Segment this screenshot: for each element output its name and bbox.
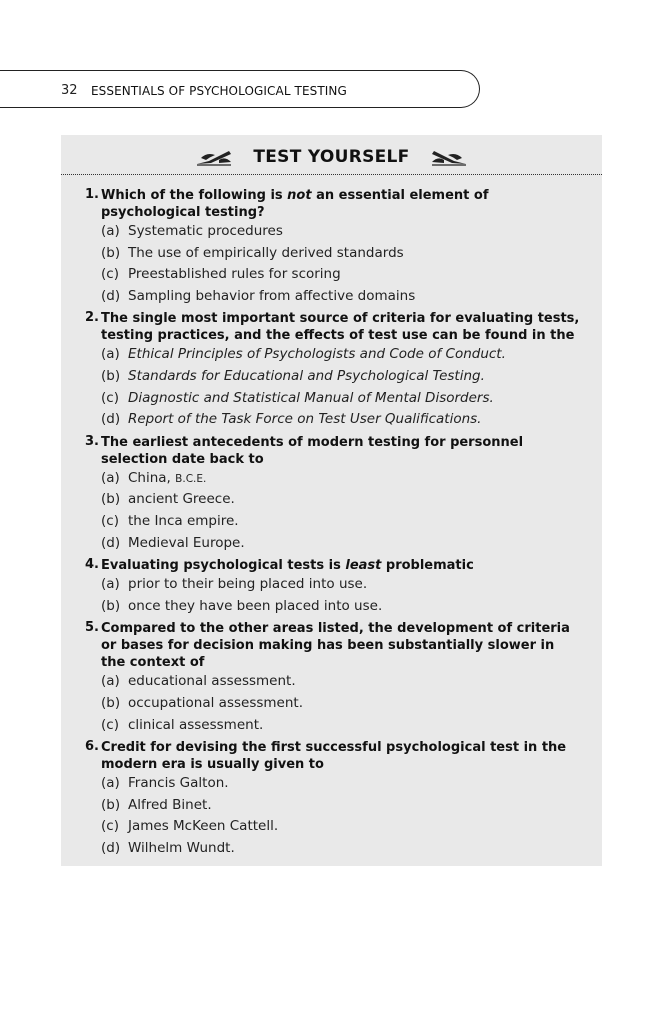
answer-option: (a) Francis Galton. bbox=[101, 775, 229, 792]
page-number: 32 bbox=[61, 83, 78, 98]
question-number: 6. bbox=[85, 739, 99, 755]
pen-writing-icon bbox=[430, 148, 468, 166]
answer-option: (b) once they have been placed into use. bbox=[101, 597, 383, 614]
question-1 bbox=[61, 187, 602, 307]
answer-option: (a) prior to their being placed into use. bbox=[101, 576, 368, 593]
question-text: The earliest antecedents of modern testing for personnel selection date back to bbox=[101, 434, 524, 467]
answer-option: (b) The use of empirically derived standards bbox=[101, 244, 404, 261]
answer-option: (a) educational assessment. bbox=[101, 673, 296, 690]
answer-option: (d) Sampling behavior from affective domains bbox=[101, 287, 416, 304]
pen-writing-icon bbox=[195, 148, 233, 166]
question-text: Evaluating psychological tests is least problematic bbox=[101, 558, 474, 574]
question-2 bbox=[61, 310, 602, 430]
question-number: 1. bbox=[85, 187, 99, 202]
answer-option: (a) Systematic procedures bbox=[101, 223, 283, 239]
question-number: 2. bbox=[85, 310, 99, 326]
question-text: The single most important source of criteria for evaluating tests, testing practices, and the effects of test use can be found in the bbox=[101, 311, 580, 344]
question-3 bbox=[61, 434, 602, 554]
answer-option: (b) ancient Greece. bbox=[101, 491, 235, 508]
dotted-divider bbox=[61, 174, 602, 175]
question-number: 3. bbox=[85, 433, 99, 449]
question-number: 5. bbox=[85, 620, 99, 636]
box-title-row bbox=[61, 147, 602, 167]
answer-option: (b) Standards for Educational and Psychological Testing. bbox=[101, 367, 485, 384]
answer-option: (b) occupational assessment. bbox=[101, 694, 303, 711]
answer-option: (d) Wilhelm Wundt. bbox=[101, 839, 235, 856]
question-number: 4. bbox=[85, 557, 99, 573]
question-5 bbox=[61, 620, 602, 736]
question-6 bbox=[61, 739, 602, 859]
question-text: Compared to the other areas listed, the development of criteria or bases for decision making has been substantially slower in the context of bbox=[101, 621, 570, 671]
answer-option: (a) China, B.C.E. bbox=[101, 469, 207, 486]
question-list bbox=[61, 187, 602, 859]
test-yourself-box bbox=[61, 135, 602, 866]
running-head: ESSENTIALS OF PSYCHOLOGICAL TESTING bbox=[91, 84, 347, 98]
answer-option: (b) Alfred Binet. bbox=[101, 796, 212, 813]
question-text: Credit for devising the first successful psychological test in the modern era is usually given to bbox=[101, 740, 567, 773]
answer-option: (d) Medieval Europe. bbox=[101, 534, 245, 551]
question-4 bbox=[61, 557, 602, 617]
answer-option: (c) the Inca empire. bbox=[101, 512, 239, 529]
question-text: Which of the following is not an essential element of psychological testing? bbox=[101, 188, 489, 220]
answer-option: (a) Ethical Principles of Psychologists and Code of Conduct. bbox=[101, 346, 506, 363]
answer-option: (c) Diagnostic and Statistical Manual of Mental Disorders. bbox=[101, 389, 494, 406]
answer-option: (c) Preestablished rules for scoring bbox=[101, 266, 341, 283]
box-title: TEST YOURSELF bbox=[253, 147, 410, 167]
answer-option: (d) Report of the Task Force on Test User Qualifications. bbox=[101, 411, 482, 428]
answer-option: (c) James McKeen Cattell. bbox=[101, 818, 279, 835]
answer-option: (c) clinical assessment. bbox=[101, 716, 264, 733]
